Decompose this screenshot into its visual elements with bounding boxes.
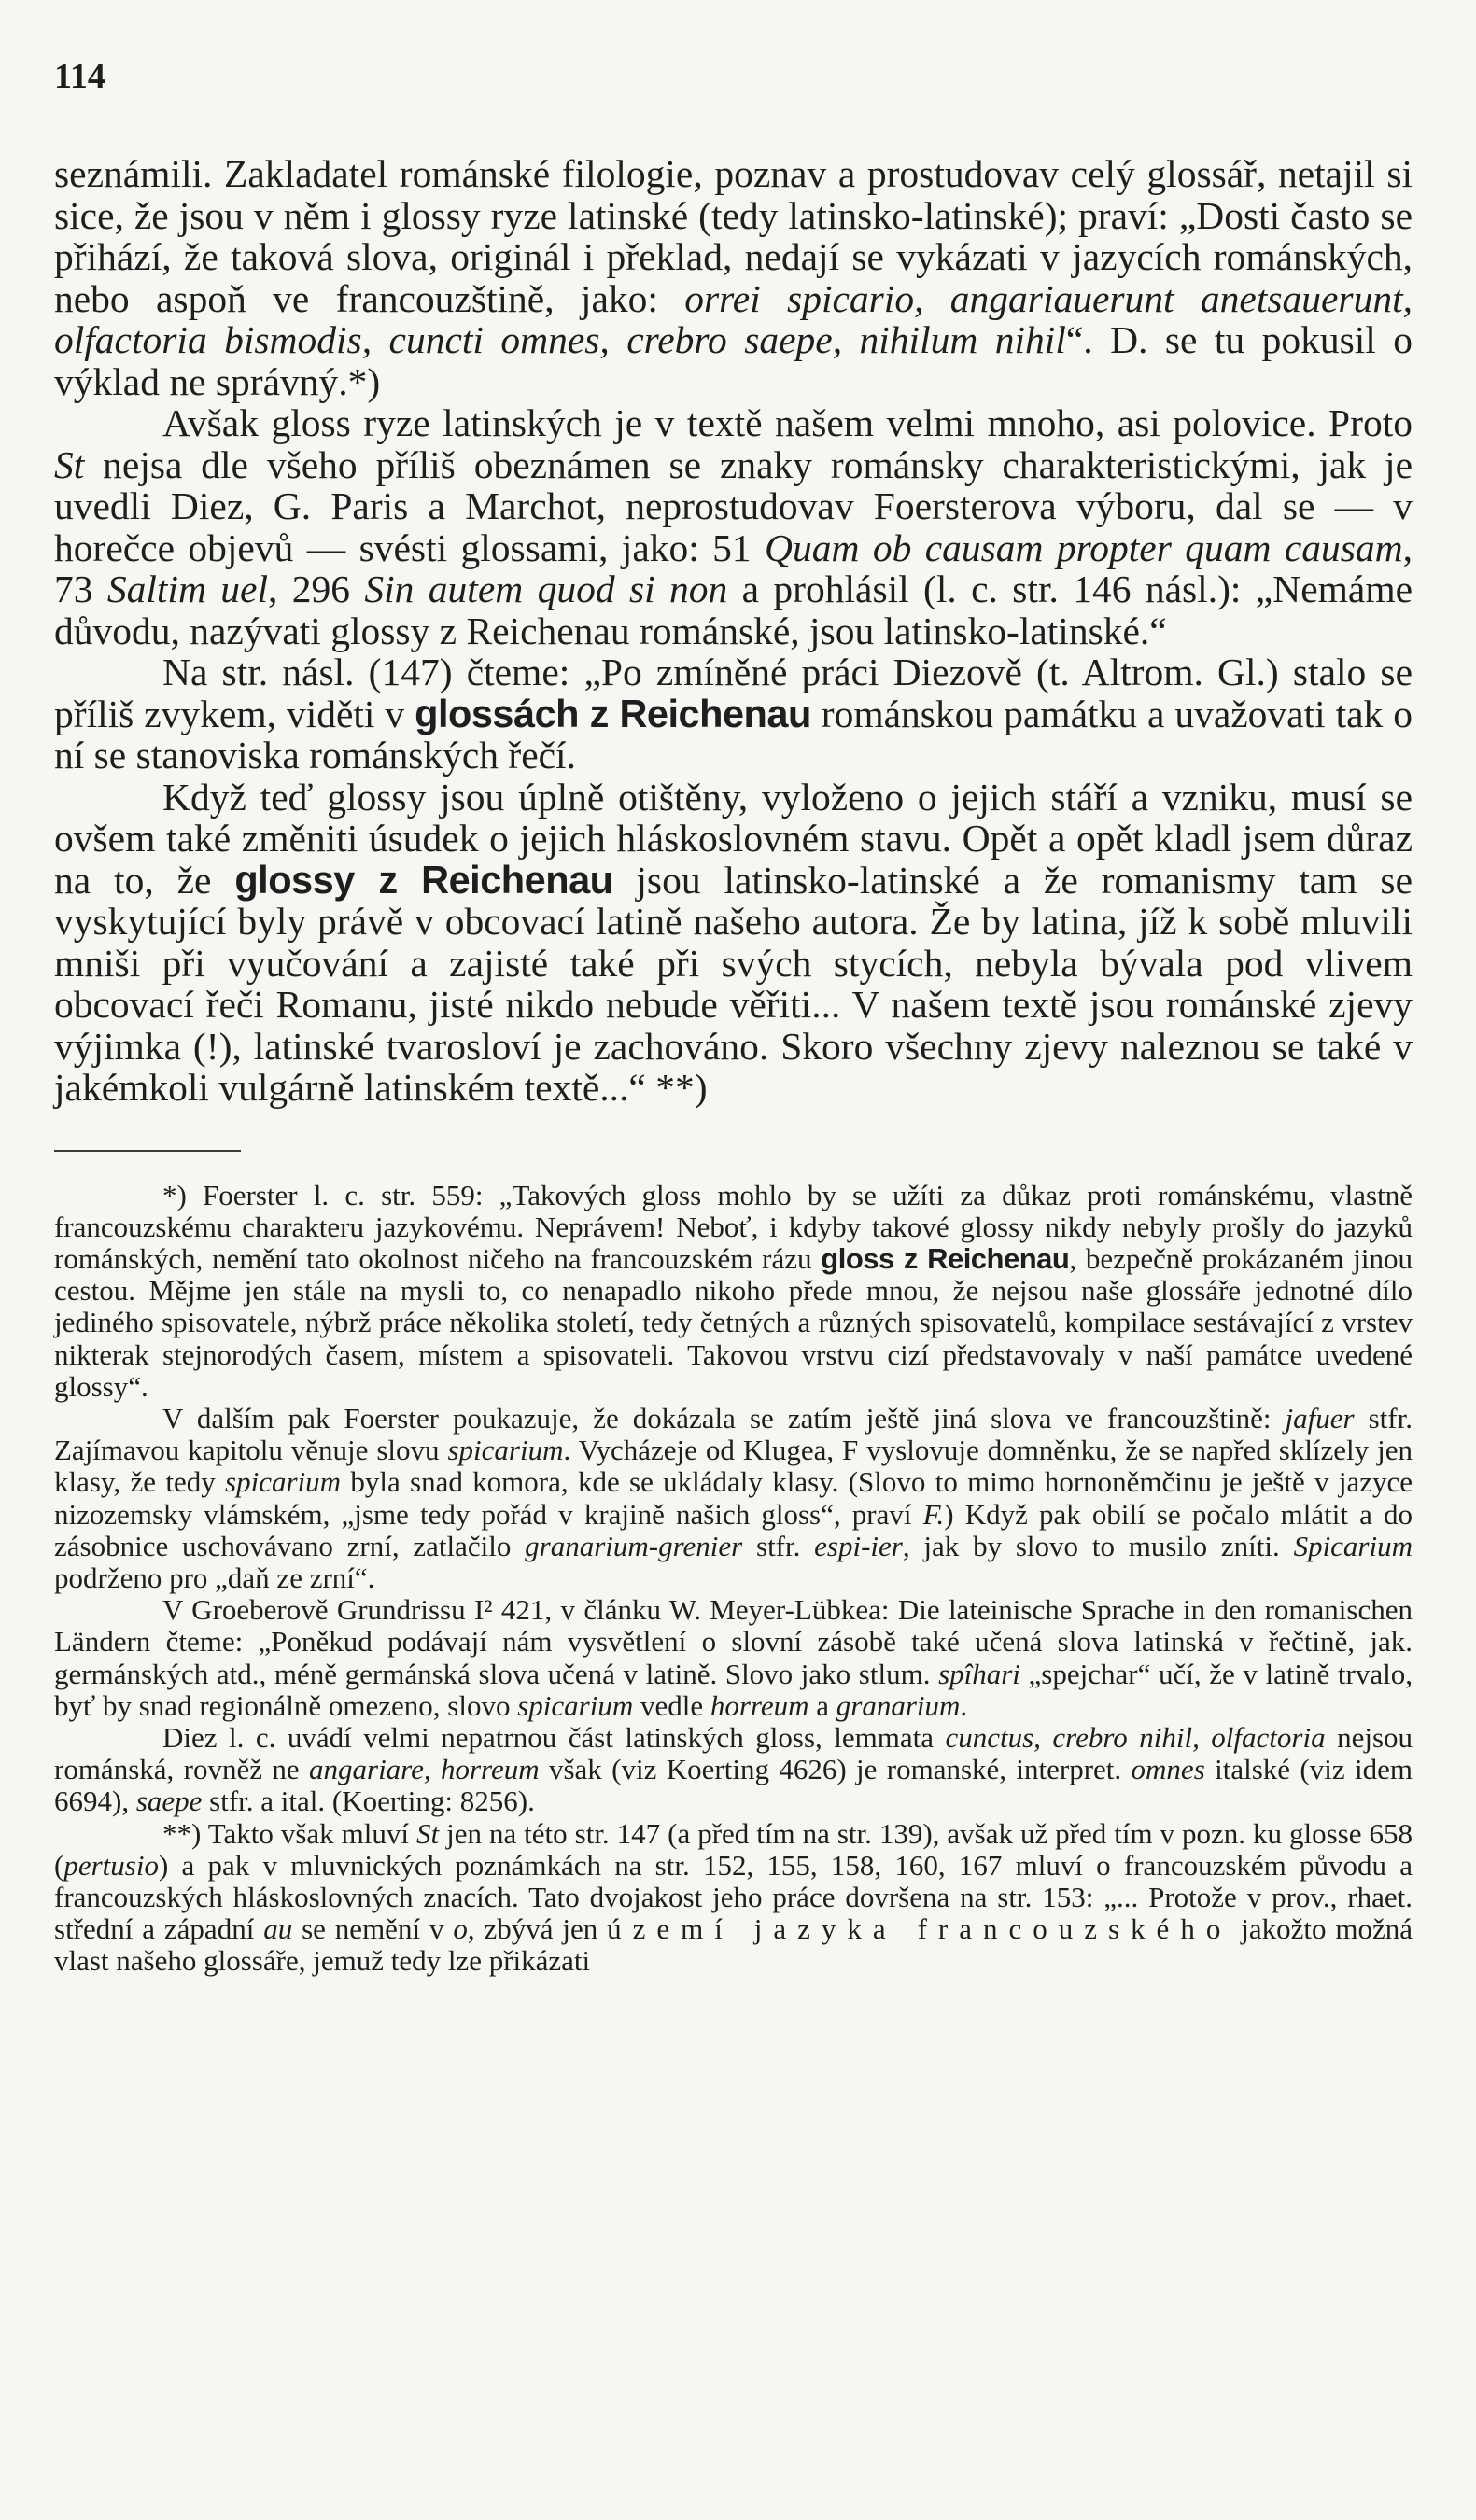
text-run: jsou latinsko-latinské a že romanismy tam se vyskytující byly právě v obcovací latině našeho autora. Že by latina, jíž k sobě mluvili mniši při vyučování a zajisté také při svých stycích, nebyla bývala pod vlivem obcovací řeči Romanu, jisté nikdo nebude věřiti... V našem textě jsou románské zjevy výjimka (!), latinské tvarosloví je zachováno. Skoro všechny zjevy naleznou se také v jakémkoli vulgárně latinském textě...“ **) — [54, 858, 1413, 1109]
text-run: jakožto možná vlast našeho glossáře, jemuž tedy lze přikázati — [54, 1912, 1413, 1978]
italic-run: F. — [922, 1497, 945, 1531]
italic-run: Spicarium — [1293, 1529, 1413, 1562]
text-run: ) Když pak obilí se počalo mlátit a do zásobnice uschovávano zrní, zatlačilo — [54, 1497, 1413, 1562]
text-run: nejsa dle všeho příliš obeznámen se znaky románsky charakteristickými, jak je uvedli Diez, G. Paris a Marchot, neprostudovav Foersterova výboru, dal se — v horečce objevů — svésti glossami, jako: 51 — [54, 442, 1413, 569]
text-run: V Groeberově Grundrissu I² 421, v článku W. Meyer-Lübkea: Die lateinische Sprache in den romanischen Ländern čteme: „Poněkud podávají nám vysvětlení o slovní zásobě také učená slova latinská v řečtině, jak. germánských atd., méně germánská slova učená v latině. Slovo jako stlum. — [54, 1593, 1413, 1690]
text-run: románskou památku a uvažovati tak o ní se stanoviska románských řečí. — [54, 692, 1413, 777]
page-number: 114 — [54, 57, 105, 96]
page — [54, 56, 1413, 1978]
paragraph-3 — [54, 651, 1413, 777]
text-run: **) Takto však mluví — [162, 1816, 416, 1850]
footnote-1-para-4 — [54, 1722, 1413, 1818]
text-run: nejsou románská, rovněž ne — [54, 1720, 1413, 1786]
italic-run: pertusio — [63, 1848, 159, 1882]
text-run: seznámili. Zakladatel románské filologie, poznav a prostudovav celý glossář, netajil si sice, že jsou v něm i glossy ryze latinské (tedy latinsko-latinské); praví: „Dosti často se přihází, že taková slova, originál i překlad, nedají se vykázati v jazycích románských, nebo aspoň ve francouzštině, jako: — [54, 152, 1413, 320]
text-run: Na str. násl. (147) čteme: „Po zmíněné práci Diezově (t. Altrom. Gl.) stalo se příliš zvykem, viděti v — [54, 651, 1413, 735]
text-run: Když teď glossy jsou úplně otištěny, vyloženo o jejich stáří a vzniku, musí se ovšem také změniti úsudek o jejich hláskoslovném stavu. Opět a opět kladl jsem důraz na to, že — [54, 775, 1413, 902]
text-run: a — [808, 1688, 836, 1722]
italic-run: spicarium — [447, 1434, 564, 1467]
italic-run: au — [263, 1912, 293, 1946]
italic-run: granarium-grenier — [525, 1529, 743, 1562]
footnote-1-para-3 — [54, 1594, 1413, 1722]
spaced-run: území jazyka francouzského — [607, 1912, 1232, 1946]
italic-run: horreum — [710, 1688, 809, 1722]
text-run: stfr. — [742, 1529, 815, 1562]
text-run: byla snad komora, kde se ukládaly klasy. (Slovo to mimo hornoněmčinu je ještě v jazyce nizozemsky vlámském, „jsme tedy pořád v krajině našich gloss“, praví — [54, 1465, 1413, 1531]
italic-run: St — [415, 1816, 440, 1850]
sans-run: glossách z Reichenau — [415, 691, 811, 735]
italic-run: spîhari — [938, 1657, 1020, 1690]
footnote-divider — [54, 1150, 241, 1152]
italic-run: cunctus, crebro nihil, olfactoria — [945, 1720, 1326, 1754]
italic-run: Sin autem quod si non — [364, 567, 728, 610]
text-run: Diez l. c. uvádí velmi nepatrnou část latinských gloss, lemmata — [162, 1720, 946, 1754]
text-run: , bezpečně prokázaném jinou cestou. Mějme jen stále na mysli to, co nenapadlo nikoho přede mnou, že nejsou naše glossáře jednotné dílo jediného spisovatele, nýbrž práce několika století, tedy četných a různých spisovatelů, kompilace sestávající z vrstev nikterak stejnorodých časem, místem a spisovateli. Takovou vrstvu cizí představovaly v naší památce uvedené glossy“. — [54, 1241, 1413, 1403]
italic-run: St — [54, 442, 85, 486]
text-run: však (viz Koerting 4626) je romanské, interpret. — [539, 1753, 1132, 1786]
italic-run: Quam ob causam propter quam causam — [765, 525, 1403, 569]
text-run: vedle — [633, 1688, 710, 1722]
footnotes — [54, 1180, 1413, 1978]
text-run: ) a pak v mluvnických poznámkách na str. 152, 155, 158, 160, 167 mluví o francouzském původu a francouzských hláskoslovných znacích. Tato dvojakost jeho práce dovršena na str. 153: „... Protože v prov., rhaet. střední a západní — [54, 1848, 1413, 1946]
text-run: „spejchar“ učí, že v latině trvalo, byť by snad regionálně omezeno, slovo — [54, 1657, 1413, 1722]
paragraph-4 — [54, 777, 1413, 1109]
text-run: jen na této str. 147 (a před tím na str. 139), avšak už před tím v pozn. ku glosse 658 ( — [54, 1816, 1413, 1882]
text-run: V dalším pak Foerster poukazuje, že dokázala se zatím ještě jiná slova ve francouzštině: — [162, 1401, 1286, 1435]
text-run: stfr. a ital. (Koerting: 8256). — [202, 1785, 535, 1818]
paragraph-2 — [54, 402, 1413, 651]
text-run: podrženo pro „daň ze zrní“. — [54, 1561, 375, 1594]
italic-run: spicarium — [225, 1465, 342, 1499]
paragraph-1 — [54, 153, 1413, 402]
italic-run: orrei spicario, angariauerunt anetsauerunt, olfactoria bismodis, cuncti omnes, crebro saepe, nihilum nihil — [54, 276, 1413, 361]
italic-run: angariare, horreum — [309, 1753, 540, 1786]
sans-run: gloss z Reichenau — [821, 1241, 1070, 1275]
italic-run: granarium — [836, 1688, 961, 1722]
footnote-2 — [54, 1818, 1413, 1978]
text-run: italské (viz idem 6694), — [54, 1753, 1413, 1818]
footnote-1 — [54, 1180, 1413, 1403]
italic-run: o — [453, 1912, 468, 1946]
text-run: , zbývá jen — [467, 1912, 608, 1946]
italic-run: Saltim uel — [106, 567, 269, 610]
main-text — [54, 153, 1413, 1109]
sans-run: glossy z Reichenau — [234, 857, 613, 902]
text-run: *) Foerster l. c. str. 559: „Takových gloss mohlo by se užíti za důkaz proti románskému, vlastně francouzskému charakteru jazykovému. Neprávem! Neboť, i kdyby takové glossy nikdy nebyly prošly do jazyků románských, nemění tato okolnost ničeho na francouzském rázu — [54, 1178, 1413, 1275]
text-run: a prohlásil (l. c. str. 146 násl.): „Nemáme důvodu, nazývati glossy z Reichenau románské, jsou latinsko-latinské.“ — [54, 567, 1413, 652]
text-run: , 73 — [54, 525, 1413, 610]
text-run: Avšak gloss ryze latinských je v textě našem velmi mnoho, asi polovice. Proto — [162, 401, 1413, 444]
text-run: se nemění v — [292, 1912, 454, 1946]
italic-run: espi-ier — [814, 1529, 903, 1562]
italic-run: omnes — [1131, 1753, 1205, 1786]
text-run: . — [960, 1688, 968, 1722]
italic-run: saepe — [135, 1785, 203, 1818]
italic-run: jafuer — [1285, 1401, 1355, 1435]
text-run: , jak by slovo to musilo zníti. — [902, 1529, 1294, 1562]
text-run: . Vycházeje od Klugea, F vyslovuje domněnku, že se napřed sklízely jen klasy, že tedy — [54, 1434, 1413, 1499]
text-run: stfr. Zajímavou kapitolu věnuje slovu — [54, 1401, 1413, 1467]
text-run: “. D. se tu pokusil o výklad ne správný.*) — [54, 318, 1413, 403]
footnote-1-para-2 — [54, 1403, 1413, 1594]
text-run: , 296 — [268, 567, 365, 610]
italic-run: spicarium — [517, 1688, 634, 1722]
